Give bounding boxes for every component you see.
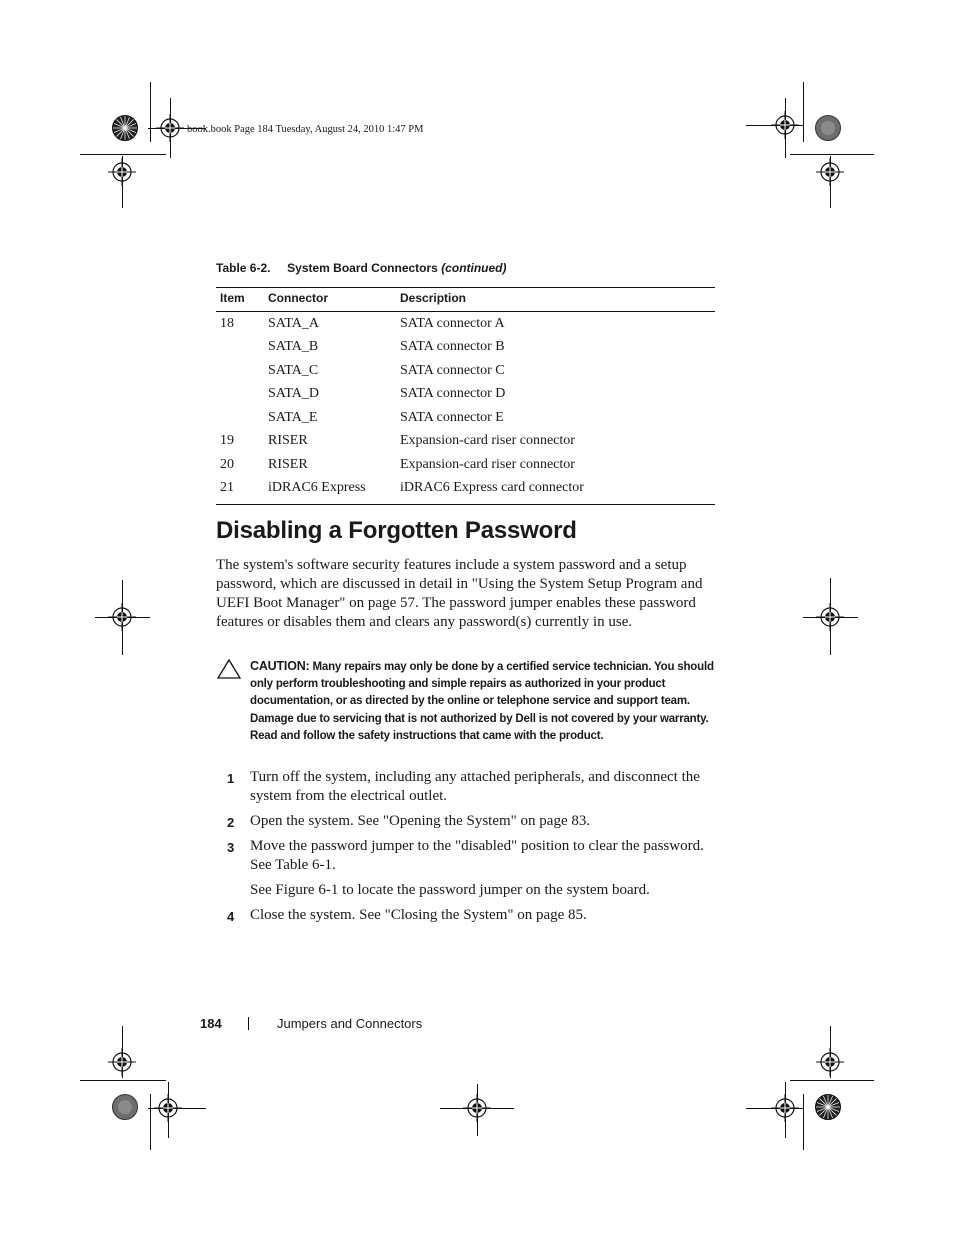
cell-connector: RISER — [268, 433, 308, 449]
cell-item — [216, 336, 264, 360]
header-connector: Connector — [264, 288, 396, 312]
cell-connector: RISER — [268, 456, 308, 472]
cell-description: SATA connector E — [400, 409, 504, 425]
step-text: Open the system. See "Opening the System" on page 83. — [250, 813, 591, 829]
cell-connector: SATA_E — [268, 409, 318, 425]
header-description: Description — [396, 288, 715, 312]
cell-connector: SATA_B — [268, 339, 319, 355]
caution-text: Many repairs may only be done by a certified service technician. You should only perform troubleshooting and simple repairs as authorized in your product documentation, or as directed by the online or telephone service and support team. Damage due to servicing that is not authorized by Dell is not covered by your warranty. Read and follow the safety instructions that came with the product. — [250, 661, 714, 742]
footer-section-name: Jumpers and Connectors — [277, 1016, 423, 1031]
cell-connector: SATA_A — [268, 315, 319, 331]
table-row — [216, 477, 715, 505]
step-note: See Figure 6-1 to locate the password jumper on the system board. — [250, 882, 650, 898]
table-header-row — [216, 288, 715, 312]
step-number: 1 — [227, 771, 235, 786]
connectors-table — [216, 287, 715, 505]
page-number: 184 — [200, 1016, 222, 1031]
cell-description: iDRAC6 Express card connector — [400, 480, 584, 496]
step-text: Turn off the system, including any attached peripherals, and disconnect the system from the electrical outlet. — [250, 769, 700, 804]
caution-notice — [216, 658, 716, 745]
table-caption — [216, 261, 507, 275]
table-caption-continued: (continued) — [441, 261, 507, 275]
table-caption-title: System Board Connectors — [287, 261, 438, 275]
cell-description: SATA connector A — [400, 315, 505, 331]
step-number: 3 — [227, 840, 235, 855]
cell-connector: iDRAC6 Express — [268, 480, 366, 496]
cell-item: 20 — [220, 456, 234, 472]
print-slug: book.book Page 184 Tuesday, August 24, 2010 1:47 PM — [187, 124, 424, 135]
procedure-steps — [216, 768, 716, 931]
intro-paragraph: The system's software security features include a system password and a setup password, which are discussed in detail in "Using the System Setup Program and UEFI Boot Manager" on page 57. The password jumper enables these password features or disables them and clears any password(s) currently in use. — [216, 557, 703, 630]
cell-connector: SATA_C — [268, 362, 319, 378]
table-row — [216, 383, 715, 407]
cell-item — [216, 406, 264, 430]
list-item — [216, 812, 716, 831]
step-text: Close the system. See "Closing the System" on page 85. — [250, 907, 587, 923]
step-number: 2 — [227, 815, 235, 830]
caution-triangle-icon — [216, 658, 242, 680]
table-row — [216, 453, 715, 477]
table-row — [216, 359, 715, 383]
table-row — [216, 406, 715, 430]
cell-item: 19 — [220, 433, 234, 449]
list-item — [216, 837, 716, 900]
step-number: 4 — [227, 909, 235, 924]
cell-description: Expansion-card riser connector — [400, 433, 575, 449]
cell-item — [216, 359, 264, 383]
cell-item: 18 — [220, 315, 234, 331]
table-row — [216, 336, 715, 360]
cell-description: SATA connector D — [400, 386, 506, 402]
step-text: Move the password jumper to the "disabled" position to clear the password. See Table 6-1. — [250, 838, 704, 873]
cell-connector: SATA_D — [268, 386, 319, 402]
list-item — [216, 906, 716, 925]
cell-description: Expansion-card riser connector — [400, 456, 575, 472]
cell-description: SATA connector C — [400, 362, 505, 378]
section-title: Disabling a Forgotten Password — [216, 517, 577, 544]
cell-item: 21 — [220, 480, 234, 496]
table-row — [216, 430, 715, 454]
table-caption-label: Table 6-2. — [216, 261, 271, 275]
list-item — [216, 768, 716, 806]
table-row — [216, 312, 715, 336]
header-item: Item — [216, 288, 264, 312]
footer-divider — [248, 1017, 249, 1030]
cell-description: SATA connector B — [400, 339, 505, 355]
caution-label: CAUTION: — [250, 659, 310, 673]
cell-item — [216, 383, 264, 407]
